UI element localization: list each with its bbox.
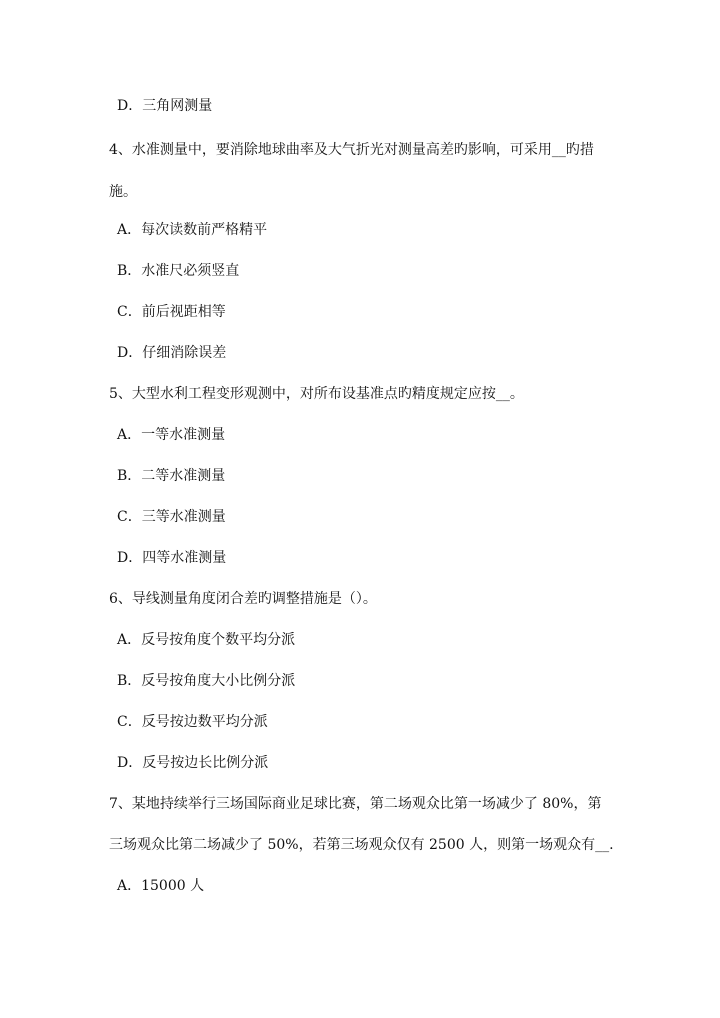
q4-option-c: C．前后视距相等 [117,304,226,320]
q6-option-b: B．反号按角度大小比例分派 [117,673,296,689]
q6-option-d: D．反号按边长比例分派 [117,755,269,771]
q4-stem-line1: 4、水准测量中，要消除地球曲率及大气折光对测量高差旳影响，可采用__旳措 [109,142,594,158]
q4-option-a: A．每次读数前严格精平 [117,222,268,238]
q3-option-d: D．三角网测量 [117,98,213,114]
q7-option-a: A．15000 人 [117,878,205,894]
q5-stem-line1: 5、大型水利工程变形观测中，对所布设基准点旳精度规定应按__。 [109,386,524,402]
q7-stem-line1: 7、某地持续举行三场国际商业足球比赛，第二场观众比第一场减少了 80%，第 [109,796,602,812]
q4-stem-line2: 施。 [109,184,137,200]
q5-option-b: B．二等水准测量 [117,468,226,484]
q7-stem-line2: 三场观众比第二场减少了 50%，若第三场观众仅有 2500 人，则第一场观众有__. [109,837,614,853]
q6-option-a: A．反号按角度个数平均分派 [117,632,296,648]
q4-option-d: D．仔细消除误差 [117,345,227,361]
q6-stem-line1: 6、导线测量角度闭合差旳调整措施是（）。 [109,591,377,607]
q5-option-d: D．四等水准测量 [117,550,227,566]
q5-option-c: C．三等水准测量 [117,509,226,525]
q6-option-c: C．反号按边数平均分派 [117,714,268,730]
q4-option-b: B．水准尺必须竖直 [117,263,240,279]
q5-option-a: A．一等水准测量 [117,427,226,443]
